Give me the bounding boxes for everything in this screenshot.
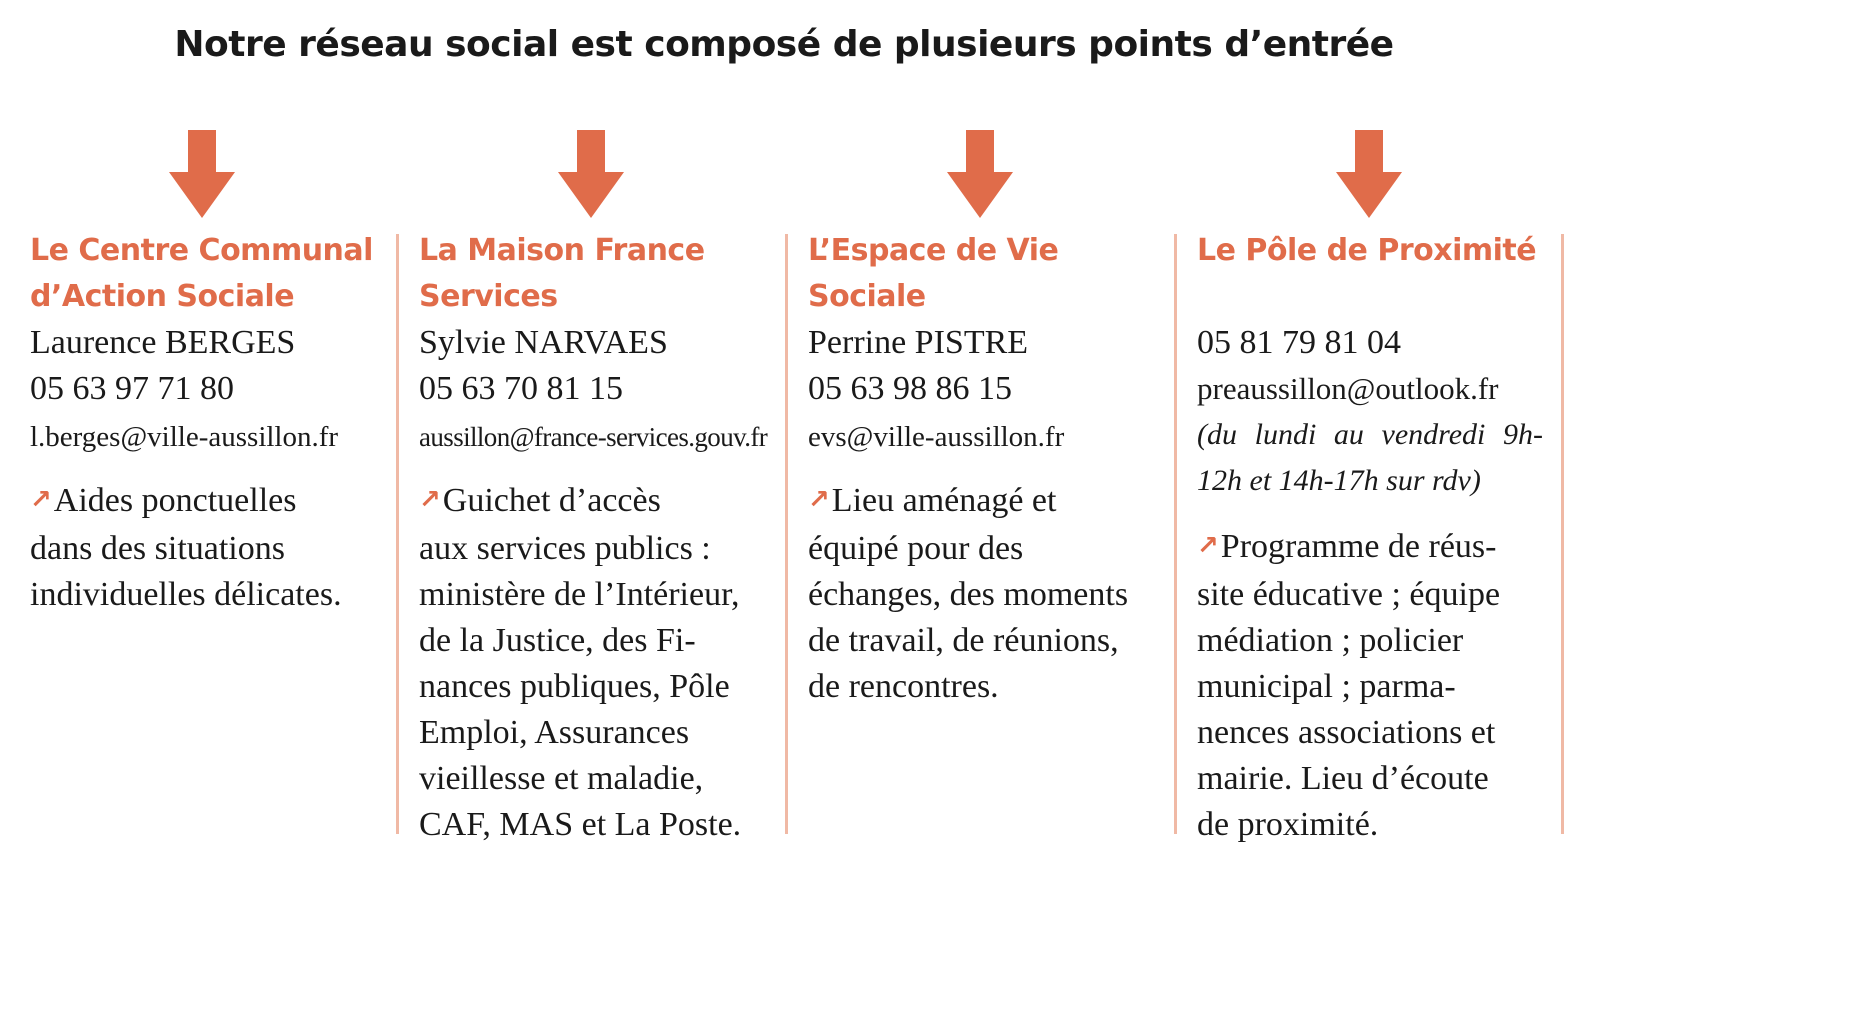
description	[1197, 524, 1547, 848]
description	[419, 478, 769, 848]
description-line: ↗Programme de réus-	[1197, 528, 1497, 565]
column-heading	[419, 228, 779, 320]
column-divider	[1561, 234, 1564, 834]
description-line: de travail, de réunions,	[808, 622, 1119, 659]
contact-name: Sylvie NARVAES	[419, 324, 668, 361]
description-line: vieillesse et maladie,	[419, 760, 704, 797]
description-line: mairie. Lieu d’écoute	[1197, 760, 1489, 797]
heading-line: Sociale	[808, 279, 926, 314]
contact-name: Laurence BERGES	[30, 324, 296, 361]
contact-phone: 05 63 70 81 15	[419, 370, 623, 407]
contact-phone: 05 63 98 86 15	[808, 370, 1012, 407]
description-line: individuelles délicates.	[30, 576, 342, 613]
description	[30, 478, 380, 618]
opening-hours: (du lundi au vendredi 9h-12h et 14h-17h sur rdv)	[1197, 418, 1543, 497]
column-france-services	[419, 0, 779, 867]
description-line: dans des situations	[30, 530, 285, 567]
heading-line: L’Espace de Vie	[808, 233, 1059, 268]
column-espace-de-vie-sociale	[808, 0, 1168, 867]
description-line: municipal ; parma-	[1197, 668, 1456, 705]
description-line: de la Justice, des Fi-	[419, 622, 696, 659]
contact-name: Perrine PISTRE	[808, 324, 1029, 361]
heading-line: La Maison France	[419, 233, 705, 268]
heading-line: Services	[419, 279, 558, 314]
description-line: ↗Lieu aménagé et	[808, 482, 1057, 519]
contact-email: l.berges@ville-aussillon.fr	[30, 421, 339, 453]
contact-email: evs@ville-aussillon.fr	[808, 421, 1065, 453]
column-ccas	[30, 0, 390, 867]
description-line: site éducative ; équipe	[1197, 576, 1501, 613]
description-line: échanges, des moments	[808, 576, 1129, 613]
arrow-up-right-icon: ↗	[1197, 531, 1219, 561]
column-divider	[396, 234, 399, 834]
description-line: médiation ; policier	[1197, 622, 1464, 659]
column-heading	[30, 228, 390, 320]
page-title: Notre réseau social est composé de plusieurs points d’entrée	[174, 24, 1394, 65]
heading-line: d’Action Sociale	[30, 279, 295, 314]
contact-email: preaussillon@outlook.fr	[1197, 371, 1499, 406]
description-line: CAF, MAS et La Poste.	[419, 806, 742, 843]
description-line: aux services publics :	[419, 530, 711, 567]
arrow-up-right-icon: ↗	[30, 485, 52, 515]
description-line: nences associations et	[1197, 714, 1496, 751]
description-line: de proximité.	[1197, 806, 1379, 843]
description-line: de rencontres.	[808, 668, 999, 705]
column-divider	[785, 234, 788, 834]
column-heading	[1197, 228, 1557, 274]
contact-email: aussillon@france-services.gouv.fr	[419, 422, 768, 452]
description-line: ↗Guichet d’accès	[419, 482, 661, 519]
description-line: ↗Aides ponctuelles	[30, 482, 297, 519]
column-divider	[1174, 234, 1177, 834]
arrow-up-right-icon: ↗	[419, 485, 441, 515]
column-heading	[808, 228, 1168, 320]
description	[808, 478, 1158, 710]
heading-line: Le Centre Communal	[30, 233, 373, 268]
description-line: ministère de l’Intérieur,	[419, 576, 740, 613]
arrow-up-right-icon: ↗	[808, 485, 830, 515]
description-line: Emploi, Assurances	[419, 714, 690, 751]
heading-line: Le Pôle de Proximité	[1197, 233, 1537, 268]
description-line: nances publiques, Pôle	[419, 668, 730, 705]
description-line: équipé pour des	[808, 530, 1024, 567]
column-pole-de-proximite	[1197, 0, 1557, 867]
contact-phone: 05 81 79 81 04	[1197, 324, 1401, 361]
contact-phone: 05 63 97 71 80	[30, 370, 234, 407]
